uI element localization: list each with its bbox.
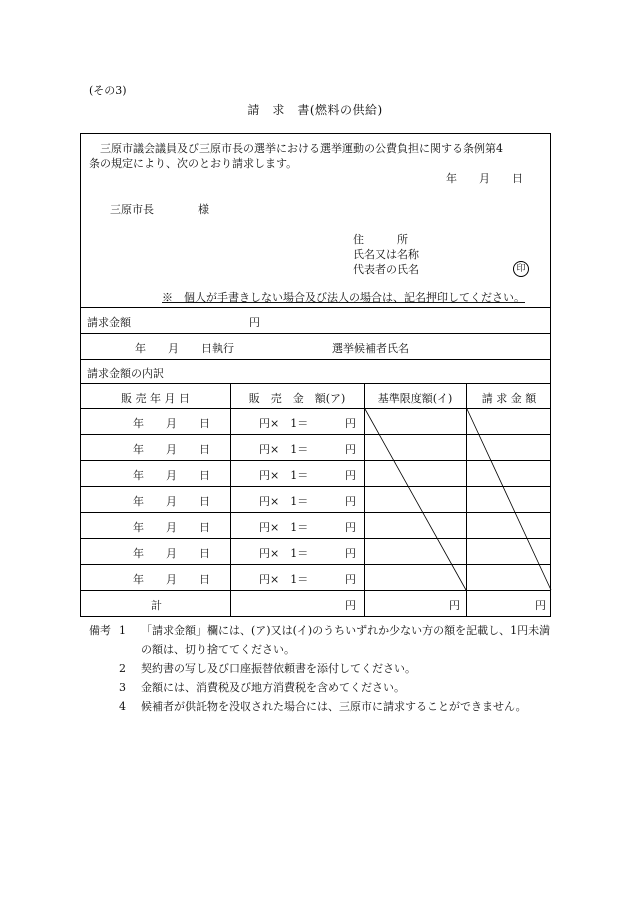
row-yen: 円: [345, 573, 356, 586]
note-item: [89, 678, 559, 697]
note-number: 4: [119, 700, 126, 713]
intro-paragraph-line2: 条の規定により、次のとおり請求します。: [89, 157, 298, 170]
row-date: 年 月 日: [133, 547, 210, 560]
row-yen: 円: [345, 521, 356, 534]
candidate-name-label: 選挙候補者氏名: [332, 342, 409, 355]
row-yen: 円: [345, 495, 356, 508]
header-claim-amount: 請 求 金 額: [481, 392, 537, 405]
note-number: 2: [119, 662, 126, 675]
breakdown-label: 請求金額の内訳: [87, 367, 164, 380]
row-calc: 円× 1＝: [259, 573, 309, 586]
address-label: 住 所: [353, 233, 408, 246]
header-sale-date: 販 売 年 月 日: [121, 392, 190, 405]
seal-notice: ※ 個人が手書きしない場合及び法人の場合は、記名押印してください。: [162, 291, 525, 304]
row-date: 年 月 日: [133, 417, 210, 430]
header-sales-amount: 販 売 金 額(ア): [248, 392, 346, 405]
row-date: 年 月 日: [133, 573, 210, 586]
submission-date: 年 月 日: [446, 172, 523, 185]
form-title: 請 求 書(燃料の供給): [247, 103, 383, 117]
claim-amount-unit: 円: [249, 316, 260, 329]
row-calc: 円× 1＝: [259, 417, 309, 430]
row-calc: 円× 1＝: [259, 521, 309, 534]
row-calc: 円× 1＝: [259, 495, 309, 508]
note-text: 候補者が供託物を没収された場合には、三原市に請求することができません。: [141, 700, 527, 713]
claim-amount-label: 請求金額: [87, 316, 131, 329]
row-calc: 円× 1＝: [259, 443, 309, 456]
total-claim-yen: 円: [535, 599, 546, 612]
note-text: 金額には、消費税及び地方消費税を含めてください。: [141, 681, 405, 694]
notes-label: 備考: [89, 624, 111, 637]
addressee: 三原市長 様: [110, 203, 209, 216]
row-yen: 円: [345, 547, 356, 560]
row-yen: 円: [345, 417, 356, 430]
row-date: 年 月 日: [133, 521, 210, 534]
note-text: 契約書の写し及び口座振替依頼書を添付してください。: [141, 662, 416, 675]
note-number: 3: [119, 681, 126, 694]
note-text: 「請求金額」欄には、(ア)又は(イ)のうちいずれか少ない方の額を記載し、1円未満の額は、切り捨ててください。: [141, 624, 551, 656]
intro-paragraph-line1: 三原市議会議員及び三原市長の選挙における選挙運動の公費負担に関する条例第4: [100, 142, 503, 155]
diagonal-lines: [81, 134, 552, 618]
election-date: 年 月 日執行: [135, 342, 234, 355]
note-number: 1: [119, 624, 126, 637]
seal-stamp: 印: [513, 261, 529, 277]
row-yen: 円: [345, 469, 356, 482]
form-number: (その3): [89, 84, 127, 97]
row-date: 年 月 日: [133, 469, 210, 482]
claim-form-frame: [80, 133, 551, 617]
total-sales-yen: 円: [345, 599, 356, 612]
note-item: [89, 621, 559, 659]
row-date: 年 月 日: [133, 495, 210, 508]
name-label: 氏名又は名称: [353, 248, 419, 261]
limit-column-diagonal: [365, 409, 466, 590]
row-yen: 円: [345, 443, 356, 456]
row-calc: 円× 1＝: [259, 547, 309, 560]
note-item: [89, 659, 559, 678]
row-calc: 円× 1＝: [259, 469, 309, 482]
notes-section: [89, 621, 559, 716]
total-label: 計: [151, 599, 162, 612]
row-date: 年 月 日: [133, 443, 210, 456]
representative-label: 代表者の氏名: [353, 263, 419, 276]
note-item: [89, 697, 559, 716]
total-limit-yen: 円: [449, 599, 460, 612]
claim-column-diagonal: [467, 409, 551, 590]
header-limit-amount: 基準限度額(イ): [377, 392, 453, 405]
